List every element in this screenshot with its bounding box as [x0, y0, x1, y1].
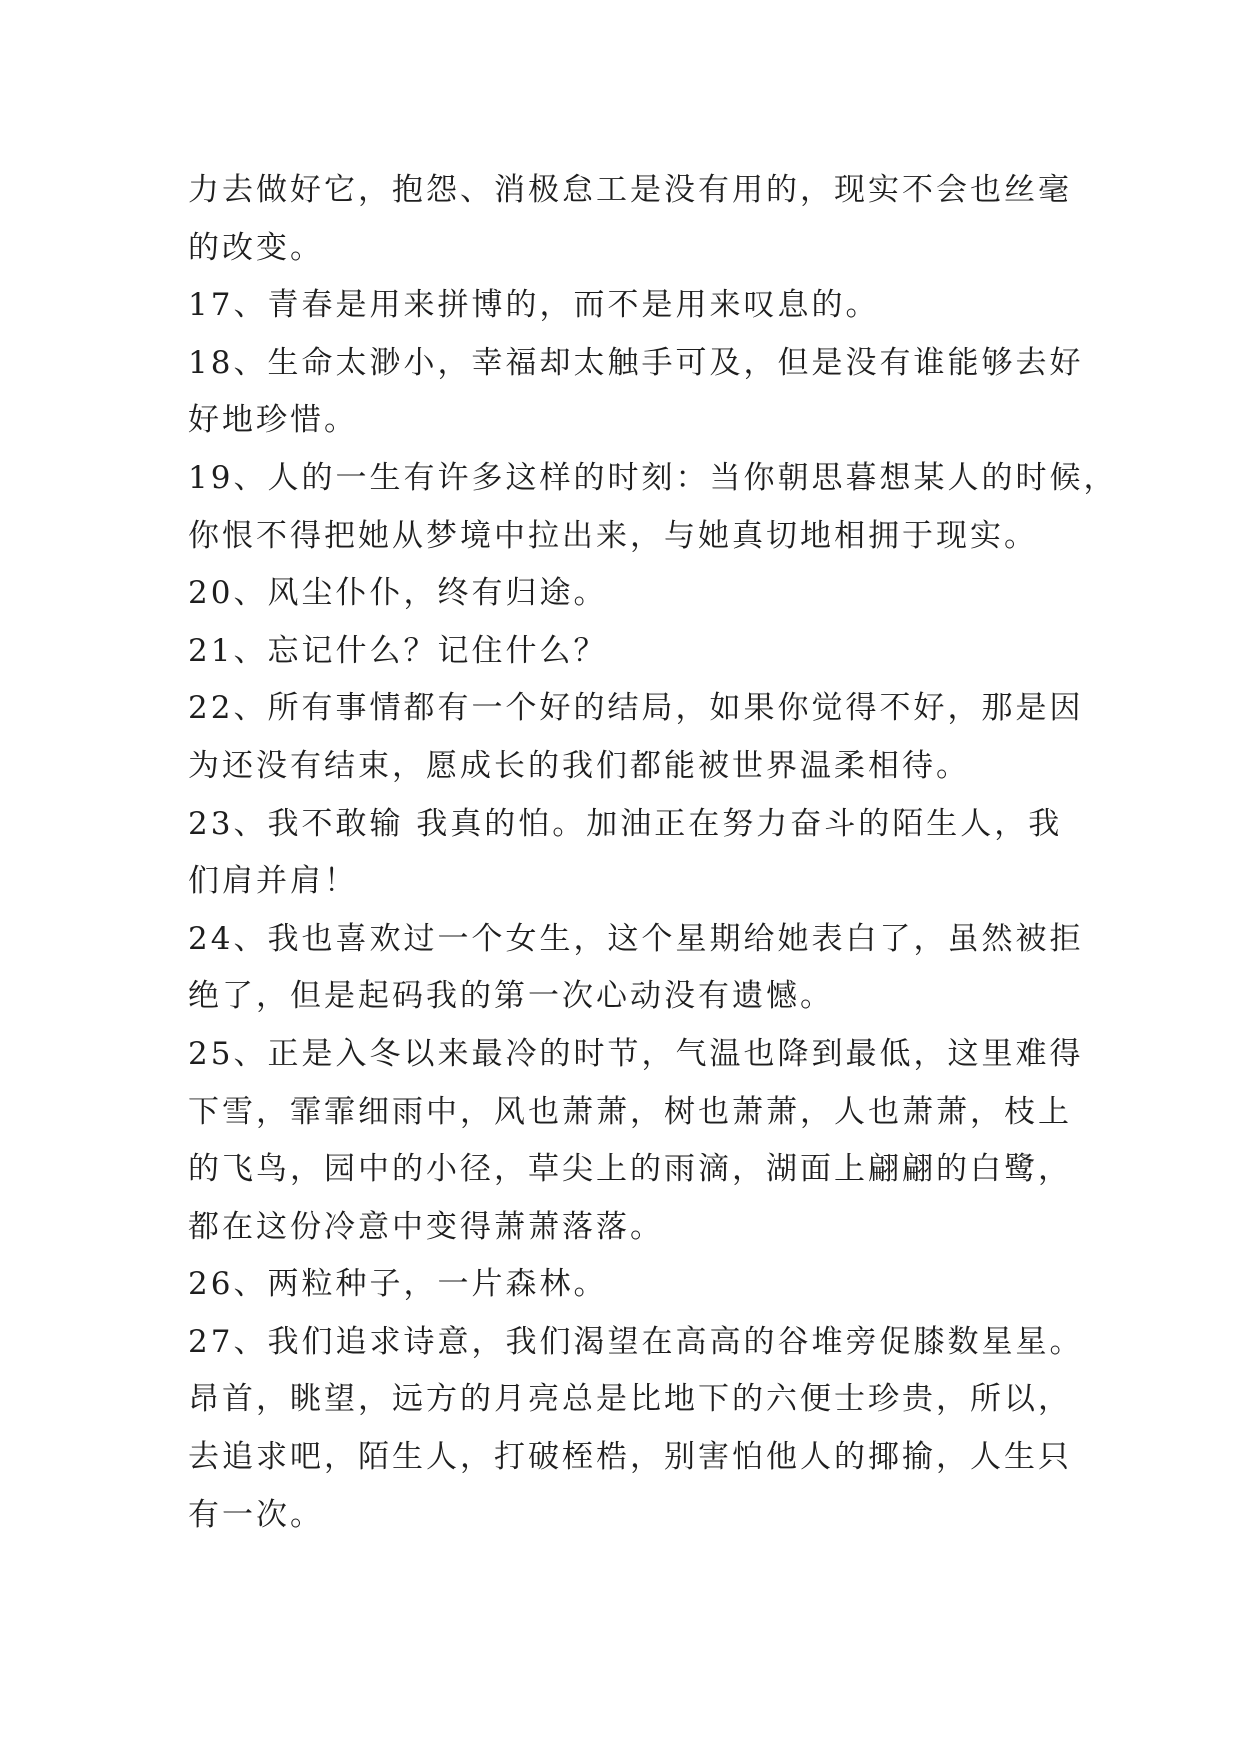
text-line: 23、我不敢输 我真的怕。加油正在努力奋斗的陌生人，我	[188, 805, 1063, 842]
text-line: 22、所有事情都有一个好的结局，如果你觉得不好，那是因	[188, 690, 1084, 727]
text-line: 你恨不得把她从梦境中拉出来，与她真切地相拥于现实。	[188, 517, 1038, 554]
text-line: 都在这份冷意中变得萧萧落落。	[188, 1208, 664, 1245]
text-line: 20、风尘仆仆，终有归途。	[188, 575, 608, 612]
text-line: 27、我们追求诗意，我们渴望在高高的谷堆旁促膝数星星。	[188, 1323, 1084, 1360]
document-body	[188, 162, 1118, 1544]
text-line: 19、人的一生有许多这样的时刻：当你朝思暮想某人的时候，	[188, 459, 1118, 496]
text-line: 26、两粒种子，一片森林。	[188, 1266, 608, 1303]
text-line: 去追求吧，陌生人，打破桎梏，别害怕他人的揶揄，人生只	[188, 1439, 1072, 1476]
text-line: 的改变。	[188, 229, 324, 266]
text-line: 21、忘记什么？记住什么？	[188, 632, 608, 669]
text-line: 25、正是入冬以来最冷的时节，气温也降到最低，这里难得	[188, 1035, 1084, 1072]
text-line: 绝了，但是起码我的第一次心动没有遗憾。	[188, 978, 834, 1015]
text-line: 18、生命太渺小，幸福却太触手可及，但是没有谁能够去好	[188, 344, 1084, 381]
text-line: 有一次。	[188, 1496, 324, 1533]
text-line: 力去做好它，抱怨、消极怠工是没有用的，现实不会也丝毫	[188, 172, 1072, 208]
text-line: 下雪，霏霏细雨中，风也萧萧，树也萧萧，人也萧萧，枝上	[188, 1093, 1072, 1130]
text-line: 的飞鸟，园中的小径，草尖上的雨滴，湖面上翩翩的白鹭，	[188, 1151, 1072, 1188]
text-line: 17、青春是用来拼博的，而不是用来叹息的。	[188, 287, 880, 324]
text-line: 好地珍惜。	[188, 402, 358, 439]
text-line: 们肩并肩！	[188, 863, 358, 900]
text-line: 昂首，眺望，远方的月亮总是比地下的六便士珍贵，所以，	[188, 1381, 1072, 1418]
text-line: 为还没有结束，愿成长的我们都能被世界温柔相待。	[188, 747, 970, 784]
text-line: 24、我也喜欢过一个女生，这个星期给她表白了，虽然被拒	[188, 920, 1084, 957]
